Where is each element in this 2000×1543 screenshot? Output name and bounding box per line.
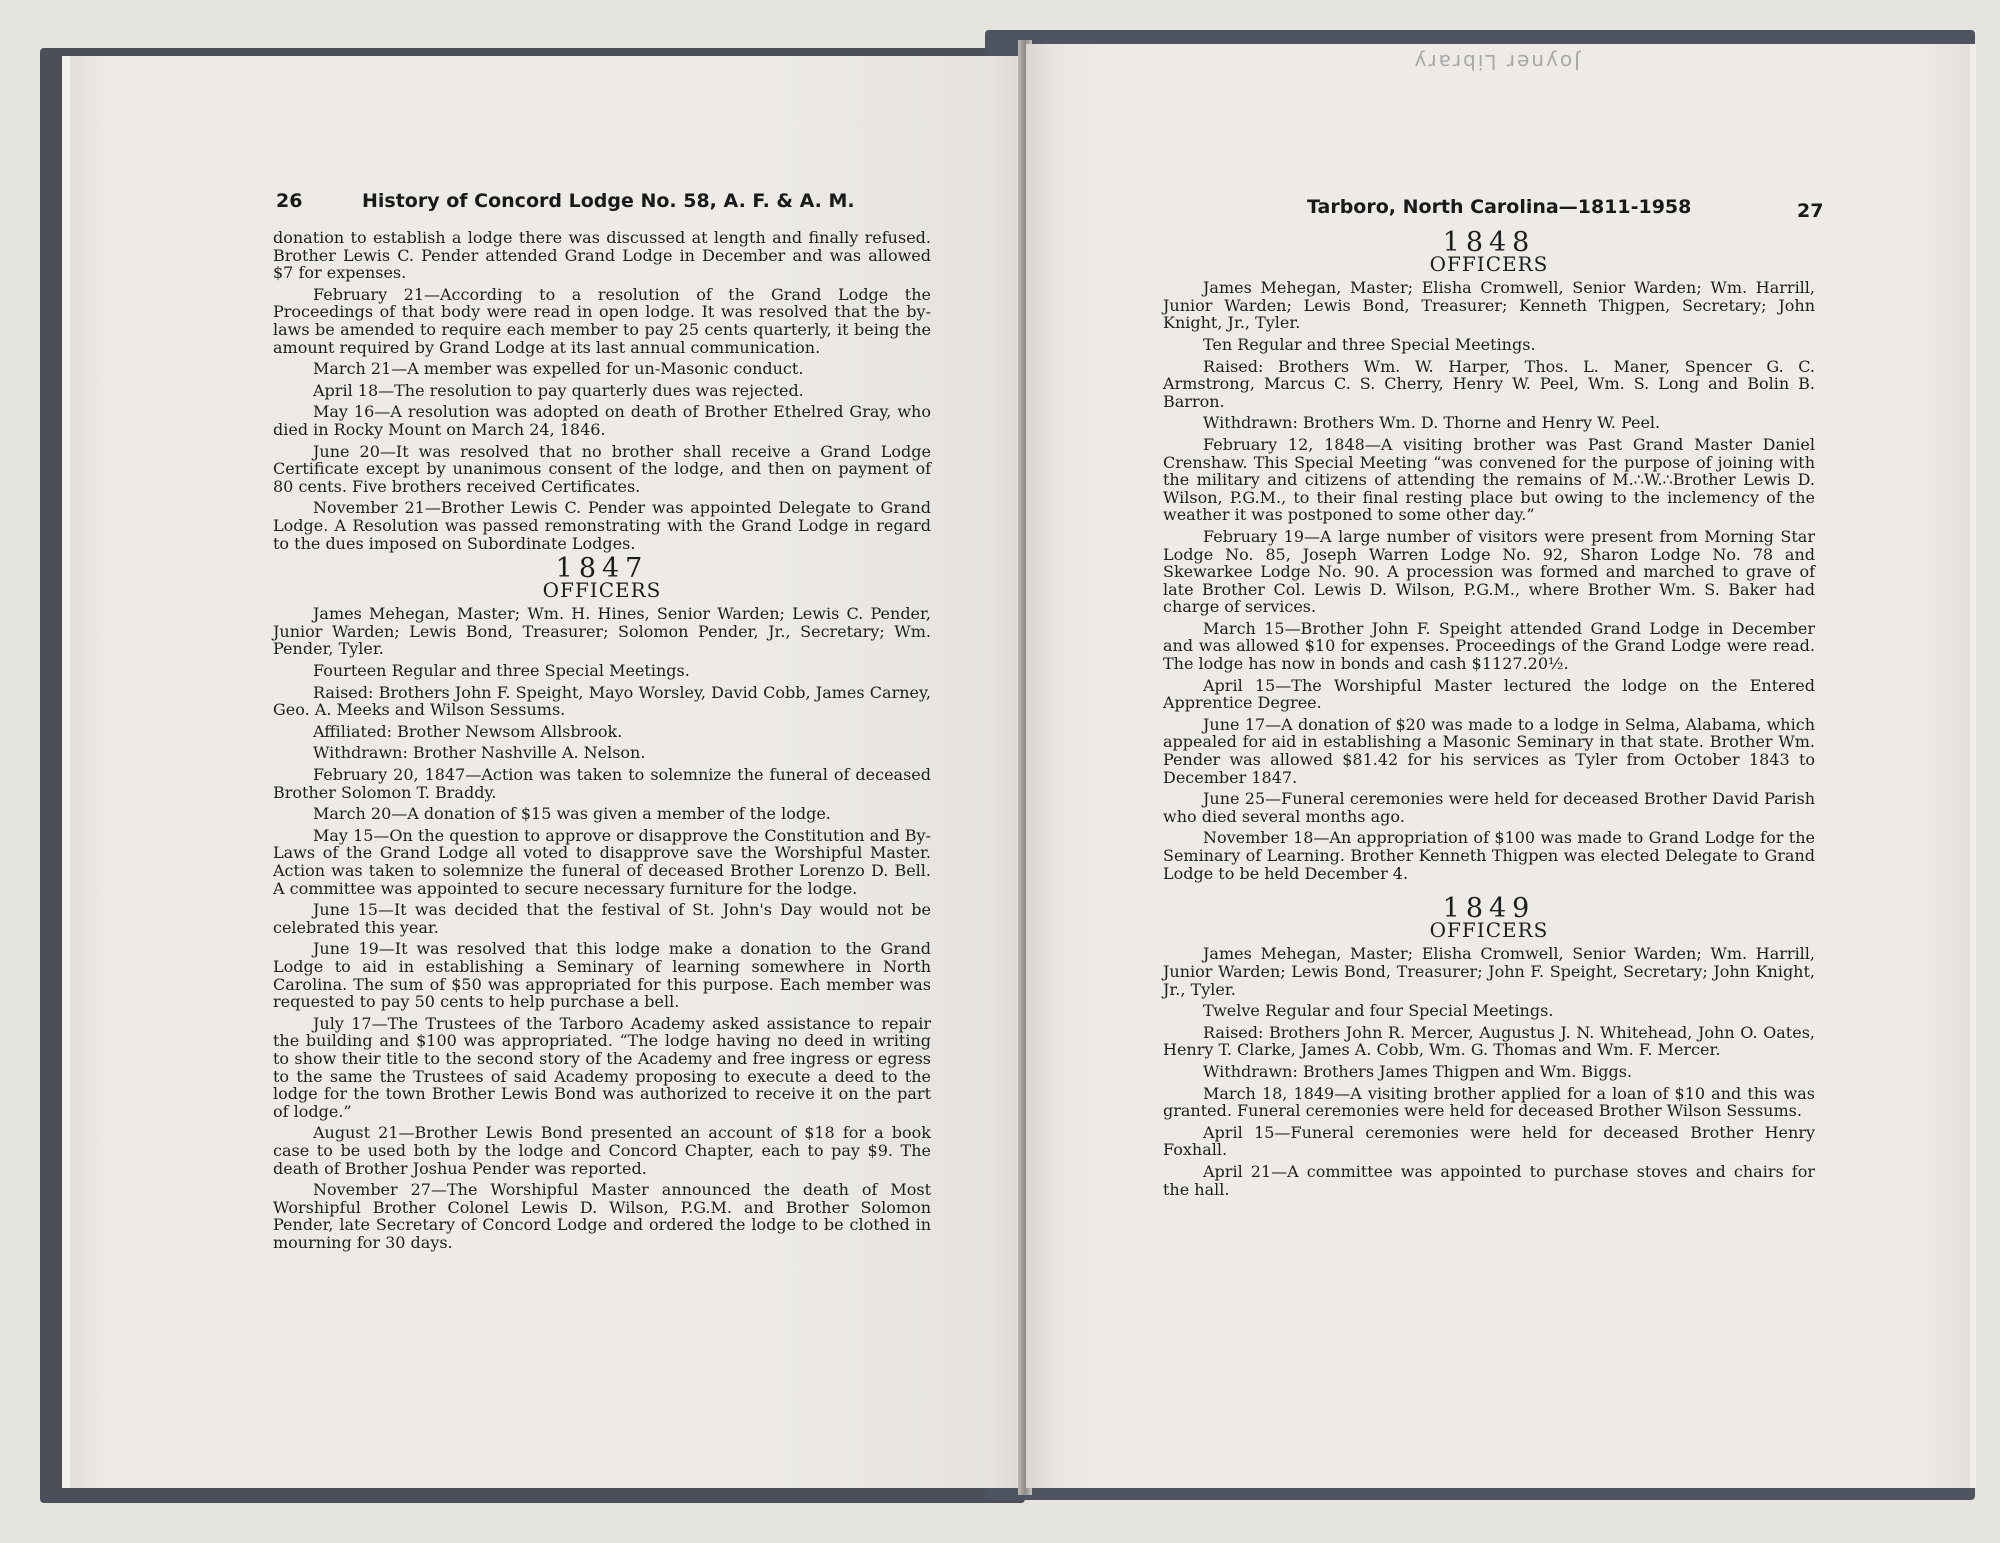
meetings-1847: Fourteen Regular and three Special Meetings. [313, 661, 690, 681]
raised-1848: Raised: Brothers Wm. W. Harper, Thos. L. Maner, Spencer G. C. Armstrong, Marcus C. S. Cherry, Henry W. Peel, Wm. S. Long and Bolin B. Barron. [1163, 356, 1815, 411]
officers-heading-1849: OFFICERS [1429, 917, 1549, 942]
left-running-head: History of Concord Lodge No. 58, A. F. & A. M. [362, 190, 855, 212]
library-stamp: Joyner Library [1412, 50, 1580, 74]
right-running-head: Tarboro, North Carolina—1811-1958 [1307, 196, 1692, 218]
right-page-body [1163, 227, 1815, 1202]
entry-nov-21: November 21—Brother Lewis C. Pender was appointed Delegate to Grand Lodge. A Resolution was passed remonstrating with the Grand Lodge in regard to the dues imposed on Subordinate Lodges. [273, 498, 931, 553]
officers-list-1848: James Mehegan, Master; Elisha Cromwell, Senior Warden; Wm. Harrill, Junior Warden; Lewis Bond, Treasurer; Kenneth Thigpen, Secretary; John Knight, Jr., Tyler. [1163, 278, 1815, 333]
left-page-body [273, 229, 931, 1255]
year-heading-1847: 1847 [555, 553, 649, 585]
year-heading-1849: 1849 [1442, 893, 1536, 925]
entry-may-16: May 16—A resolution was adopted on death of Brother Ethelred Gray, who died in Rocky Mount on March 24, 1846. [273, 402, 931, 439]
entry-jun-19-1847: June 19—It was resolved that this lodge make a donation to the Grand Lodge to aid in establishing a Seminary of learning somewhere in North Carolina. The sum of $50 was appropriated for this purpose. Each member was requested to pay 50 cents to help purchase a bell. [273, 939, 931, 1012]
entry-mar-15-1848: March 15—Brother John F. Speight attended Grand Lodge in December and was allowed $10 for expenses. Proceedings of the Grand Lodge were read. The lodge has now in bonds and cash $1127.20½. [1163, 618, 1815, 674]
withdrawn-1847: Withdrawn: Brother Nashville A. Nelson. [313, 743, 646, 763]
left-page-number: 26 [276, 190, 303, 212]
meetings-1848: Ten Regular and three Special Meetings. [1203, 334, 1536, 354]
entry-mar-18-1849: March 18, 1849—A visiting brother applied for a loan of $10 and this was granted. Funeral ceremonies were held for deceased Brother Wilson Sessums. [1163, 1083, 1815, 1121]
entry-mar-20-1847: March 20—A donation of $15 was given a member of the lodge. [313, 804, 831, 824]
entry-jun-20: June 20—It was resolved that no brother shall receive a Grand Lodge Certificate except by unanimous consent of the lodge, and then on payment of 80 cents. Five brothers received Certificates. [273, 441, 931, 496]
entry-feb-20-1847: February 20, 1847—Action was taken to solemnize the funeral of deceased Brother Solomon T. Braddy. [273, 765, 931, 802]
entry-feb-21: February 21—According to a resolution of the Grand Lodge the Proceedings of that body were read in open lodge. It was resolved that the by-laws be amended to require each member to pay 25 cents quarterly, it being the amount required by Grand Lodge at its last annual communication. [273, 284, 931, 357]
entry-feb-12-1848: February 12, 1848—A visiting brother was Past Grand Master Daniel Crenshaw. This Special Meeting “was convened for the purpose of joining with the military and citizens of attending the remains of M.∴W.∴Brother Lewis D. Wilson, P.G.M., to their final resting place but owing to the inclemency of the weather it was postponed to some other day.” [1163, 434, 1815, 525]
officers-list-1849: James Mehegan, Master; Elisha Cromwell, Senior Warden; Wm. Harrill, Junior Warden; Lewis Bond, Treasurer; John F. Speight, Secretary; John Knight, Jr., Tyler. [1163, 944, 1815, 999]
entry-mar-21: March 21—A member was expelled for un-Masonic conduct. [313, 359, 804, 379]
raised-1849: Raised: Brothers John R. Mercer, Augustus J. N. Whitehead, John O. Oates, Henry T. Clarke, James A. Cobb, Wm. G. Thomas and Wm. F. Mercer. [1163, 1022, 1815, 1060]
opening-paragraph: donation to establish a lodge there was discussed at length and finally refused. Brother Lewis C. Pender attended Grand Lodge in December and was allowed $7 for expenses. [273, 228, 931, 283]
entry-apr-15-1849: April 15—Funeral ceremonies were held for deceased Brother Henry Foxhall. [1163, 1122, 1815, 1160]
entry-apr-18: April 18—The resolution to pay quarterly dues was rejected. [313, 380, 804, 400]
entry-jun-15-1847: June 15—It was decided that the festival of St. John's Day would not be celebrated this year. [273, 900, 931, 937]
entry-jul-17-1847: July 17—The Trustees of the Tarboro Academy asked assistance to repair the building and $100 was appropriated. “The lodge having no deed in writing to show their title to the second story of the Academy and free ingress or egress to the same the Trustees of said Academy proposing to execute a deed to the lodge for the town Brother Lewis Bond was authorized to receive it on the part of lodge.” [273, 1013, 931, 1121]
officers-heading-1847: OFFICERS [542, 577, 662, 602]
officers-list-1847: James Mehegan, Master; Wm. H. Hines, Senior Warden; Lewis C. Pender, Junior Warden; Lewis Bond, Treasurer; Solomon Pender, Jr., Secretary; Wm. Pender, Tyler. [273, 604, 931, 659]
withdrawn-1848: Withdrawn: Brothers Wm. D. Thorne and Henry W. Peel. [1203, 413, 1661, 433]
meetings-1849: Twelve Regular and four Special Meetings. [1203, 1001, 1554, 1021]
right-page-number: 27 [1797, 200, 1824, 222]
withdrawn-1849: Withdrawn: Brothers James Thigpen and Wm. Biggs. [1203, 1061, 1633, 1081]
entry-nov-27-1847: November 27—The Worshipful Master announced the death of Most Worshipful Brother Colonel Lewis D. Wilson, P.G.M. and Brother Solomon Pender, late Secretary of Concord Lodge and ordered the lodge to be clothed in mourning for 30 days. [273, 1180, 931, 1252]
entry-may-15-1847: May 15—On the question to approve or disapprove the Constitution and By-Laws of the Grand Lodge all voted to disapprove save the Worshipful Master. Action was taken to solemnize the funeral of deceased Brother Lorenzo D. Bell. A committee was appointed to secure necessary furniture for the lodge. [273, 825, 931, 898]
entry-feb-19-1848: February 19—A large number of visitors were present from Morning Star Lodge No. 85, Joseph Warren Lodge No. 92, Sharon Lodge No. 78 and Skewarkee Lodge No. 90. A procession was formed and marched to grave of late Brother Col. Lewis D. Wilson, P.G.M., where Brother Wm. S. Baker had charge of services. [1163, 526, 1815, 617]
entry-apr-21-1849: April 21—A committee was appointed to purchase stoves and chairs for the hall. [1163, 1161, 1815, 1199]
affiliated-1847: Affiliated: Brother Newsom Allsbrook. [313, 721, 623, 741]
entry-jun-17-1848: June 17—A donation of $20 was made to a lodge in Selma, Alabama, which appealed for aid in establishing a Masonic Seminary in that state. Brother Wm. Pender was allowed $81.42 for his services as Tyler from October 1843 to December 1847. [1163, 714, 1815, 787]
entry-aug-21-1847: August 21—Brother Lewis Bond presented an account of $18 for a book case to be used both by the lodge and Concord Chapter, each to pay $9. The death of Brother Joshua Pender was reported. [273, 1123, 931, 1178]
entry-nov-18-1848: November 18—An appropriation of $100 was made to Grand Lodge for the Seminary of Learning. Brother Kenneth Thigpen was elected Delegate to Grand Lodge to be held December 4. [1163, 828, 1815, 883]
entry-apr-15-1848: April 15—The Worshipful Master lectured the lodge on the Entered Apprentice Degree. [1163, 675, 1815, 713]
raised-1847: Raised: Brothers John F. Speight, Mayo Worsley, David Cobb, James Carney, Geo. A. Meeks and Wilson Sessums. [273, 682, 931, 720]
entry-jun-25-1848: June 25—Funeral ceremonies were held for deceased Brother David Parish who died several months ago. [1163, 789, 1815, 826]
year-heading-1848: 1848 [1442, 227, 1536, 258]
officers-heading-1848: OFFICERS [1429, 251, 1549, 276]
